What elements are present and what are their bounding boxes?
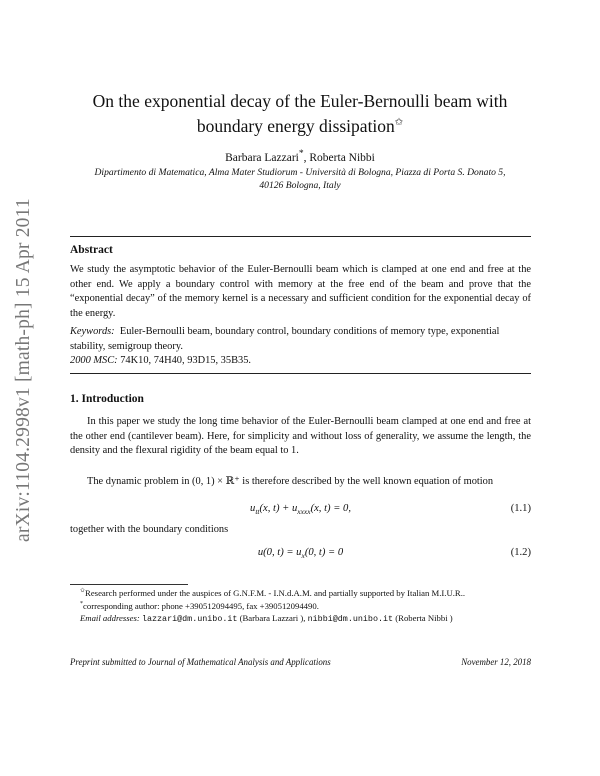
preprint-footer bbox=[70, 657, 531, 667]
keywords bbox=[70, 325, 531, 354]
footnote-2-mark: * bbox=[80, 601, 83, 608]
footnotes bbox=[70, 586, 531, 625]
affiliation-line-1: Dipartimento di Matematica, Alma Mater Studiorum - Università di Bologna, Piazza di Porta S. Donato 5, bbox=[94, 167, 506, 178]
preprint-date: November 12, 2018 bbox=[461, 657, 531, 667]
msc-codes: 74K10, 74H40, 93D15, 35B35. bbox=[120, 355, 251, 366]
footnote-rule bbox=[70, 584, 188, 585]
msc-label: 2000 MSC: bbox=[70, 355, 118, 366]
footnote-2: *corresponding author: phone +390512094495, fax +390512094490. bbox=[80, 601, 319, 612]
equation-1-2 bbox=[70, 545, 531, 561]
introduction-heading: 1. Introduction bbox=[70, 393, 144, 405]
intro-paragraph-2: The dynamic problem in (0, 1) × ℝ⁺ is therefore described by the well known equation of motion bbox=[87, 476, 494, 487]
intro-paragraph-1: In this paper we study the long time behavior of the Euler-Bernoulli beam clamped at one end and free at the other end (cantilever beam). Here, for simplicity and without loss of generality, we assume the length, the density and the flexural rigidity of the beam equal to 1. bbox=[70, 416, 531, 456]
author-separator: , bbox=[303, 151, 310, 164]
msc-classification bbox=[70, 354, 531, 369]
equation-1-1-formula: $u_{tt}(x$, $t) + u_{xxxx}(x$, t) = 0, bbox=[250, 503, 351, 517]
email-link-nibbi[interactable]: nibbi@dm.unibo.it bbox=[307, 613, 394, 624]
abstract-top-rule bbox=[70, 236, 531, 237]
equation-1-1 bbox=[70, 501, 531, 517]
abstract-heading: Abstract bbox=[70, 244, 113, 256]
arxiv-identifier[interactable]: arXiv:1104.2998v1 [math-ph] 15 Apr 2011 bbox=[13, 198, 34, 542]
intro-paragraph-3: together with the boundary conditions bbox=[70, 524, 229, 535]
title-line-2: boundary energy dissipation bbox=[196, 115, 395, 136]
author-nibbi: Roberta Nibbi bbox=[309, 151, 375, 164]
title-footnote-mark[interactable]: ✩ bbox=[394, 117, 404, 128]
keywords-text: Euler-Bernoulli beam, boundary control, boundary conditions of memory type, exponential stability, semigroup theory. bbox=[70, 326, 500, 352]
equation-1-1-number: (1.1) bbox=[510, 503, 531, 514]
title-line-1: On the exponential decay of the Euler-Bernoulli beam with bbox=[92, 91, 508, 111]
email-label: Email addresses: bbox=[80, 612, 140, 623]
equation-1-2-formula: u(0, $t) = u_x(0$, t) = 0 bbox=[257, 547, 344, 561]
footnote-1-mark: ✩ bbox=[80, 588, 86, 594]
email-link-lazzari[interactable]: lazzari@dm.unibo.it bbox=[141, 613, 238, 624]
affiliation bbox=[70, 167, 530, 192]
preprint-journal: Preprint submitted to Journal of Mathematical Analysis and Applications bbox=[70, 657, 331, 667]
author-lazzari: Barbara Lazzari bbox=[225, 151, 299, 164]
author-list bbox=[70, 148, 530, 164]
abstract-body: We study the asymptotic behavior of the Euler-Bernoulli beam which is clamped at one end and free at the other end. We apply a boundary control with memory at the free end of the beam and prove that the “exponential decay” of the memory kernel is a necessary and sufficient condition for the exponential decay of the energy. bbox=[70, 264, 531, 319]
abstract-bottom-rule bbox=[70, 373, 531, 374]
footnote-emails: Email addresses: lazzari@dm.unibo.it (Barbara Lazzari ), nibbi@dm.unibo.it (Roberta Nibbi ) bbox=[80, 612, 453, 624]
keywords-label: Keywords: bbox=[70, 326, 115, 337]
affiliation-line-2: 40126 Bologna, Italy bbox=[259, 179, 341, 191]
paper-title bbox=[70, 90, 530, 137]
corresponding-author-mark[interactable]: * bbox=[298, 148, 304, 159]
equation-1-2-number: (1.2) bbox=[510, 547, 531, 558]
footnote-1: ✩Research performed under the auspices of G.N.F.M. - I.N.d.A.M. and partially supported by Italian M.I.U.R.. bbox=[80, 587, 466, 598]
